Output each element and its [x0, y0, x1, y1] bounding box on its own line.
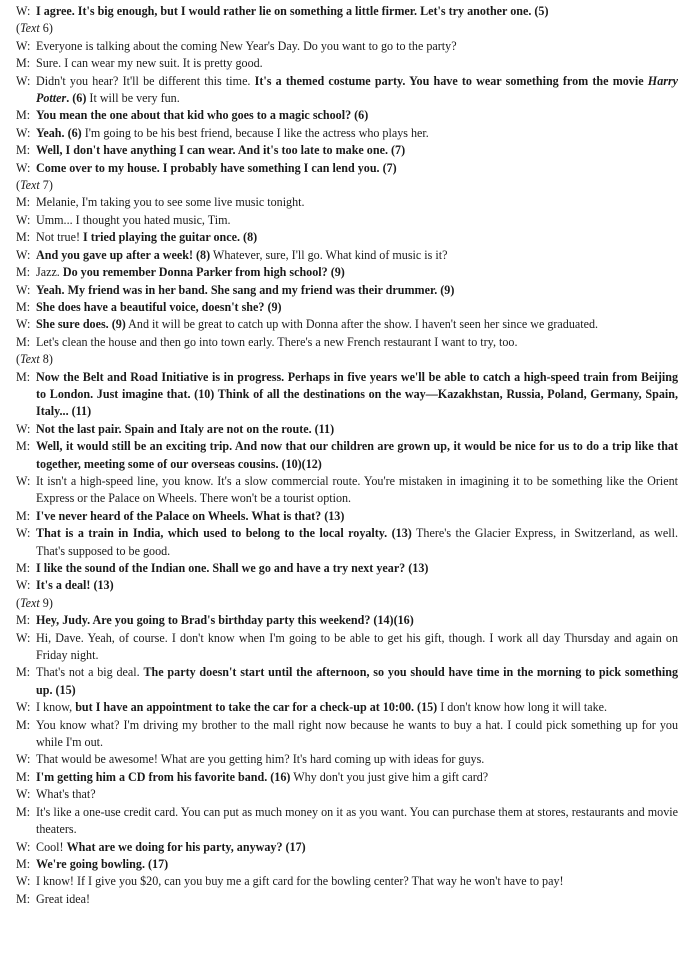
speaker-label: W: [16, 160, 31, 175]
speaker-label: M: [16, 56, 31, 71]
section-header [16, 20, 678, 37]
dialogue-line [16, 316, 678, 333]
dialogue-text: What's that? [36, 787, 96, 802]
dialogue-line [16, 55, 678, 72]
highlighted-text: Hey, Judy. Are you going to Brad's birthday party this weekend? (14)(16) [36, 613, 414, 628]
highlighted-text: but I have an appointment to take the car for a check-up at 10:00. (15) [75, 700, 438, 715]
highlighted-text: We're going bowling. (17) [36, 856, 169, 871]
dialogue-line [16, 299, 678, 316]
dialogue-line [16, 612, 678, 629]
dialogue-line [16, 717, 678, 752]
dialogue-line [16, 525, 678, 560]
speaker-label: M: [16, 804, 31, 819]
speaker-label: W: [16, 473, 31, 488]
highlighted-text: Do you remember Donna Parker from high school? (9) [62, 265, 345, 280]
section-header-part: ( [16, 595, 21, 610]
highlighted-text: Now the Belt and Road Initiative is in progress. Perhaps in five years we'll be able to catch a high-speed train from Beijing to London. Just imagine that. (10) Think of all the destinations on the way—Kazakhstan, Russia, Poland, Germany, Spain, Italy... (11) [36, 369, 678, 419]
dialogue-text: It will be very fun. [86, 91, 180, 106]
section-header-part: 6) [39, 21, 53, 36]
dialogue-text: Melanie, I'm taking you to see some live music tonight. [36, 195, 305, 210]
highlighted-text: I like the sound of the Indian one. Shall we go and have a try next year? (13) [36, 561, 429, 575]
dialogue-line [16, 38, 678, 55]
highlighted-text: Well, it would still be an exciting trip. And now that our children are grown up, it would be nice for us to do a trip like that together, meeting some of our overseas cousins. (10)(12) [36, 439, 678, 471]
dialogue-text: I'm going to be his best friend, because I like the actress who plays her. [81, 125, 429, 140]
highlighted-text: It's a themed costume party. You have to wear something from the movie [254, 73, 648, 88]
highlighted-text: Yeah. (6) [36, 125, 82, 140]
speaker-label: W: [16, 630, 31, 645]
speaker-label: W: [16, 317, 31, 332]
speaker-label: M: [16, 195, 31, 210]
dialogue-line [16, 421, 678, 438]
dialogue-text: Umm... I thought you hated music, Tim. [36, 212, 231, 227]
section-header-part: ( [16, 178, 21, 193]
dialogue-text: Jazz. [36, 265, 63, 280]
dialogue-line [16, 160, 678, 177]
dialogue-line [16, 334, 678, 351]
speaker-label: W: [16, 247, 31, 262]
dialogue-text: Let's clean the house and then go into town early. There's a new French restaurant I want to try, too. [36, 334, 518, 349]
dialogue-line [16, 664, 678, 699]
highlighted-text: She does have a beautiful voice, doesn't she? (9) [36, 299, 282, 314]
speaker-label: W: [16, 73, 31, 88]
highlighted-text: You mean the one about that kid who goes to a magic school? (6) [36, 108, 369, 123]
highlighted-text: I've never heard of the Palace on Wheels. What is that? (13) [36, 508, 345, 523]
speaker-label: M: [16, 230, 31, 245]
dialogue-line [16, 107, 678, 124]
dialogue-line [16, 229, 678, 246]
section-header [16, 177, 678, 194]
section-header-part: 8) [39, 352, 53, 367]
section-header-part: Text [20, 352, 40, 367]
dialogue-text: Whatever, sure, I'll go. What kind of music is it? [210, 247, 448, 262]
dialogue-line [16, 804, 678, 839]
speaker-label: W: [16, 421, 31, 436]
dialogue-line [16, 438, 678, 473]
dialogue-text: There's the Glacier Express, in Switzerland, as well. That's supposed to be good. [36, 526, 678, 558]
dialogue-line [16, 856, 678, 873]
speaker-label: M: [16, 369, 31, 384]
highlighted-text: Come over to my house. I probably have something I can lend you. (7) [36, 160, 397, 175]
dialogue-line [16, 891, 678, 908]
highlighted-text: I tried playing the guitar once. (8) [83, 230, 258, 245]
dialogue-text: Great idea! [36, 891, 91, 906]
highlighted-text: That is a train in India, which used to belong to the local royalty. (13) [36, 526, 412, 541]
dialogue-text: Hi, Dave. Yeah, of course. I don't know when I'm going to be able to get his gift, though. I work all day Thursday and again on Friday night. [36, 630, 678, 663]
speaker-label: M: [16, 299, 31, 314]
dialogue-line [16, 264, 678, 281]
speaker-label: W: [16, 787, 31, 802]
highlighted-text: I agree. It's big enough, but I would rather lie on something a little firmer. Let's try another one. (5) [36, 4, 549, 18]
dialogue-text: Not true! [36, 230, 84, 245]
dialogue-line [16, 194, 678, 211]
speaker-label: M: [16, 108, 31, 123]
highlighted-text: What are we doing for his party, anyway? (17) [66, 839, 306, 854]
speaker-label: W: [16, 125, 31, 140]
dialogue-text: I know! If I give you $20, can you buy me a gift card for the bowling center? That way he won't have to pay! [36, 874, 564, 889]
speaker-label: M: [16, 508, 31, 523]
section-header-part: Text [20, 21, 40, 36]
dialogue-line [16, 3, 678, 20]
speaker-label: M: [16, 143, 31, 158]
highlighted-text: Harry Potter [36, 73, 679, 106]
dialogue-line [16, 73, 678, 108]
speaker-label: W: [16, 839, 31, 854]
section-header [16, 351, 678, 368]
dialogue-text: It's like a one-use credit card. You can put as much money on it as you want. You can purchase them at stores, restaurants and movie theaters. [36, 804, 678, 837]
speaker-label: W: [16, 700, 31, 715]
dialogue-text: Didn't you hear? It'll be different this time. [36, 73, 255, 88]
dialogue-line [16, 630, 678, 665]
dialogue-line [16, 786, 678, 803]
dialogue-line [16, 839, 678, 856]
dialogue-line [16, 473, 678, 508]
section-header-part: ( [16, 352, 21, 367]
dialogue-text: Sure. I can wear my new suit. It is pretty good. [36, 56, 263, 71]
dialogue-text: Why don't you just give him a gift card? [290, 769, 489, 784]
section-header-part: ( [16, 21, 21, 36]
section-header-part: 9) [39, 595, 53, 610]
speaker-label: M: [16, 334, 31, 349]
dialogue-line [16, 282, 678, 299]
dialogue-text: And it will be great to catch up with Donna after the show. I haven't seen her since we graduated. [125, 317, 599, 332]
dialogue-line [16, 142, 678, 159]
highlighted-text: Well, I don't have anything I can wear. And it's too late to make one. (7) [36, 143, 406, 158]
speaker-label: M: [16, 769, 31, 784]
dialogue-line [16, 560, 678, 577]
section-header-part: Text [20, 178, 40, 193]
dialogue-line [16, 125, 678, 142]
dialogue-text: Cool! [36, 839, 67, 854]
dialogue-line [16, 873, 678, 890]
section-header [16, 595, 678, 612]
highlighted-text: The party doesn't start until the afternoon, so you should have time in the morning to pick something up. (15) [36, 665, 678, 697]
speaker-label: W: [16, 282, 31, 297]
speaker-label: W: [16, 578, 31, 593]
dialogue-text: That's not a big deal. [36, 665, 144, 680]
dialogue-text: Everyone is talking about the coming New Year's Day. Do you want to go to the party? [36, 38, 457, 53]
speaker-label: M: [16, 891, 31, 906]
speaker-label: W: [16, 752, 31, 767]
dialogue-line [16, 212, 678, 229]
speaker-label: M: [16, 856, 31, 871]
dialogue-text: I know, [36, 700, 76, 715]
speaker-label: M: [16, 717, 31, 732]
dialogue-line [16, 577, 678, 594]
dialogue-text: I don't know how long it will take. [437, 700, 608, 715]
speaker-label: M: [16, 439, 31, 454]
speaker-label: W: [16, 4, 31, 18]
speaker-label: M: [16, 665, 31, 680]
speaker-label: W: [16, 212, 31, 227]
speaker-label: W: [16, 526, 31, 541]
dialogue-line [16, 247, 678, 264]
dialogue-text: You know what? I'm driving my brother to the mall right now because he wants to buy a hat. I could pick something up for you while I'm out. [36, 717, 678, 750]
highlighted-text: . (6) [66, 91, 87, 106]
dialogue-line [16, 699, 678, 716]
highlighted-text: It's a deal! (13) [36, 578, 114, 593]
highlighted-text: Yeah. My friend was in her band. She sang and my friend was their drummer. (9) [36, 282, 455, 297]
dialogue-line [16, 769, 678, 786]
speaker-label: M: [16, 613, 31, 628]
highlighted-text: She sure does. (9) [36, 317, 126, 332]
speaker-label: W: [16, 38, 31, 53]
highlighted-text: Not the last pair. Spain and Italy are not on the route. (11) [36, 421, 335, 436]
section-header-part: Text [20, 595, 40, 610]
highlighted-text: And you gave up after a week! (8) [36, 247, 211, 262]
dialogue-line [16, 369, 678, 421]
speaker-label: W: [16, 874, 31, 889]
section-header-part: 7) [39, 178, 53, 193]
dialogue-line [16, 508, 678, 525]
dialogue-text: That would be awesome! What are you getting him? It's hard coming up with ideas for guys. [36, 752, 485, 767]
speaker-label: M: [16, 561, 31, 575]
dialogue-text: It isn't a high-speed line, you know. It's a slow commercial route. You're mistaken in imagining it to be something like the Orient Express or the Palace on Wheels. There won't be a tourist option. [36, 473, 678, 506]
dialogue-line [16, 751, 678, 768]
speaker-label: M: [16, 265, 31, 280]
highlighted-text: I'm getting him a CD from his favorite band. (16) [36, 769, 291, 784]
